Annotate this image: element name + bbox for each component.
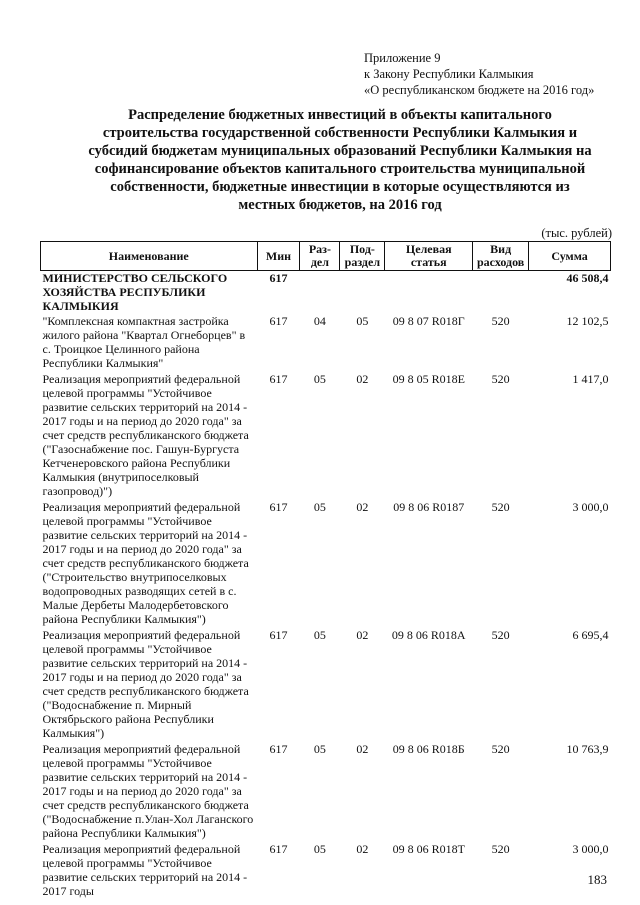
cell-podrazdel: 02: [356, 500, 369, 514]
cell-vid: 520: [491, 314, 510, 328]
header-statya-line2: статья: [410, 255, 447, 269]
table-row: [41, 371, 611, 499]
table-row: [41, 499, 611, 627]
title-line: собственности, бюджетные инвестиции в которые осуществляются из: [110, 179, 570, 195]
cell-vid: [473, 271, 529, 314]
appendix-law-title: «О республиканском бюджете на 2016 год»: [364, 83, 595, 97]
cell-podrazdel: 02: [356, 628, 369, 642]
cell-podrazdel: 02: [356, 842, 369, 856]
cell-summa: 10 763,9: [566, 742, 609, 756]
cell-min: 617: [269, 271, 288, 285]
header-podrazdel: [340, 242, 385, 271]
cell-razdel: 05: [313, 742, 326, 756]
header-vid-line2: расходов: [477, 255, 525, 269]
cell-min: 617: [269, 500, 288, 514]
cell-name: Реализация мероприятий федеральной целевой программы "Устойчивое развитие сельских территорий на 2014 - 2017 годы и на период до 2020 года" за счет средств республиканского бюджета ("Водоснабжение п. Мирный Октябрьского района Республики Калмыкия"): [42, 628, 249, 740]
cell-min: 617: [269, 628, 288, 642]
header-min: Мин: [257, 242, 300, 271]
header-podrazdel-line1: Под-: [349, 242, 375, 256]
header-statya: [385, 242, 473, 271]
cell-vid: 520: [491, 742, 510, 756]
cell-statya: [385, 271, 473, 314]
title-line: субсидий бюджетам муниципальных образований Республики Калмыкия на: [88, 143, 592, 159]
cell-summa: 46 508,4: [566, 271, 609, 285]
header-vid-line1: Вид: [490, 242, 512, 256]
cell-name: Реализация мероприятий федеральной целевой программы "Устойчивое развитие сельских территорий на 2014 - 2017 годы и на период до 2020 года" за счет средств республиканского бюджета ("Водоснабжение п.Улан-Хол Лаганского района Республики Калмыкия"): [42, 742, 254, 840]
cell-name: Реализация мероприятий федеральной целевой программы "Устойчивое развитие сельских территорий на 2014 - 2017 годы и на период до 2020 года" за счет средств республиканского бюджета ("Строительство внутрипоселковых водопроводных разводящих сетей в с. Малые Дербеты Малодербетовского района Республики Калмыкия"): [42, 500, 249, 626]
page-number: 183: [587, 872, 607, 887]
table-row: [41, 841, 611, 899]
cell-statya: 09 8 06 R0187: [393, 500, 465, 514]
cell-summa: 12 102,5: [566, 314, 609, 328]
header-podrazdel-line2: раздел: [344, 255, 381, 269]
cell-statya: 09 8 05 R018Е: [392, 372, 465, 386]
cell-summa: 1 417,0: [572, 372, 609, 386]
cell-min: 617: [269, 372, 288, 386]
table-row: [41, 313, 611, 371]
table-row: [41, 741, 611, 841]
cell-name: МИНИСТЕРСТВО СЕЛЬСКОГО ХОЗЯЙСТВА РЕСПУБЛИКИ КАЛМЫКИЯ: [42, 271, 228, 313]
cell-vid: 520: [491, 628, 510, 642]
cell-min: 617: [269, 314, 288, 328]
cell-name: Реализация мероприятий федеральной целевой программы "Устойчивое развитие сельских территорий на 2014 - 2017 годы и на период до 2020 года" за счет средств республиканского бюджета ("Газоснабжение пос. Гашун-Бургуста Кетченеровского района Республики Калмыкия (внутрипоселковый газопровод)"): [42, 372, 249, 498]
header-name: Наименование: [41, 242, 258, 271]
cell-podrazdel: [340, 271, 385, 314]
cell-razdel: 05: [313, 842, 326, 856]
cell-statya: 09 8 06 R018Б: [392, 742, 465, 756]
cell-podrazdel: 05: [356, 314, 369, 328]
cell-min: 617: [269, 842, 288, 856]
title-line: местных бюджетов, на 2016 год: [238, 197, 442, 213]
cell-statya: 09 8 06 R018А: [391, 628, 466, 642]
title-line: строительства государственной собственности Республики Калмыкия и: [102, 125, 578, 141]
appendix-header: [364, 50, 594, 98]
table-header-row: [41, 242, 611, 271]
header-vid: [473, 242, 529, 271]
cell-razdel: 05: [313, 500, 326, 514]
header-razdel-line1: Раз-: [308, 242, 331, 256]
cell-min: 617: [269, 742, 288, 756]
cell-vid: 520: [491, 842, 510, 856]
table-row: [41, 627, 611, 741]
title-line: Распределение бюджетных инвестиций в объекты капитального: [128, 107, 552, 123]
cell-name: Реализация мероприятий федеральной целевой программы "Устойчивое развитие сельских территорий на 2014 - 2017 годы: [42, 842, 248, 898]
cell-vid: 520: [491, 500, 510, 514]
cell-summa: 6 695,4: [572, 628, 609, 642]
cell-podrazdel: 02: [356, 742, 369, 756]
header-razdel: [300, 242, 340, 271]
document-title: [40, 106, 640, 214]
cell-razdel: 04: [313, 314, 326, 328]
cell-podrazdel: 02: [356, 372, 369, 386]
appendix-law-reference: к Закону Республики Калмыкия: [364, 67, 534, 81]
cell-statya: 09 8 06 R018Т: [392, 842, 465, 856]
cell-name: "Комплексная компактная застройка жилого района "Квартал Огнеборцев" в с. Троицкое Целинного района Республики Калмыкия": [42, 314, 246, 370]
cell-summa: 3 000,0: [572, 500, 609, 514]
header-statya-line1: Целевая: [405, 242, 452, 256]
table-row: [41, 271, 611, 314]
cell-statya: 09 8 07 R018Г: [392, 314, 465, 328]
cell-razdel: [300, 271, 340, 314]
header-summa: Сумма: [529, 242, 611, 271]
header-razdel-line2: дел: [310, 255, 329, 269]
title-line: софинансирование объектов капитального строительства муниципальной: [94, 161, 586, 177]
cell-razdel: 05: [313, 628, 326, 642]
cell-summa: 3 000,0: [572, 842, 609, 856]
cell-vid: 520: [491, 372, 510, 386]
units-label: (тыс. рублей): [541, 226, 612, 240]
cell-razdel: 05: [313, 372, 326, 386]
appendix-number: Приложение 9: [364, 51, 441, 65]
budget-table: [40, 241, 611, 899]
